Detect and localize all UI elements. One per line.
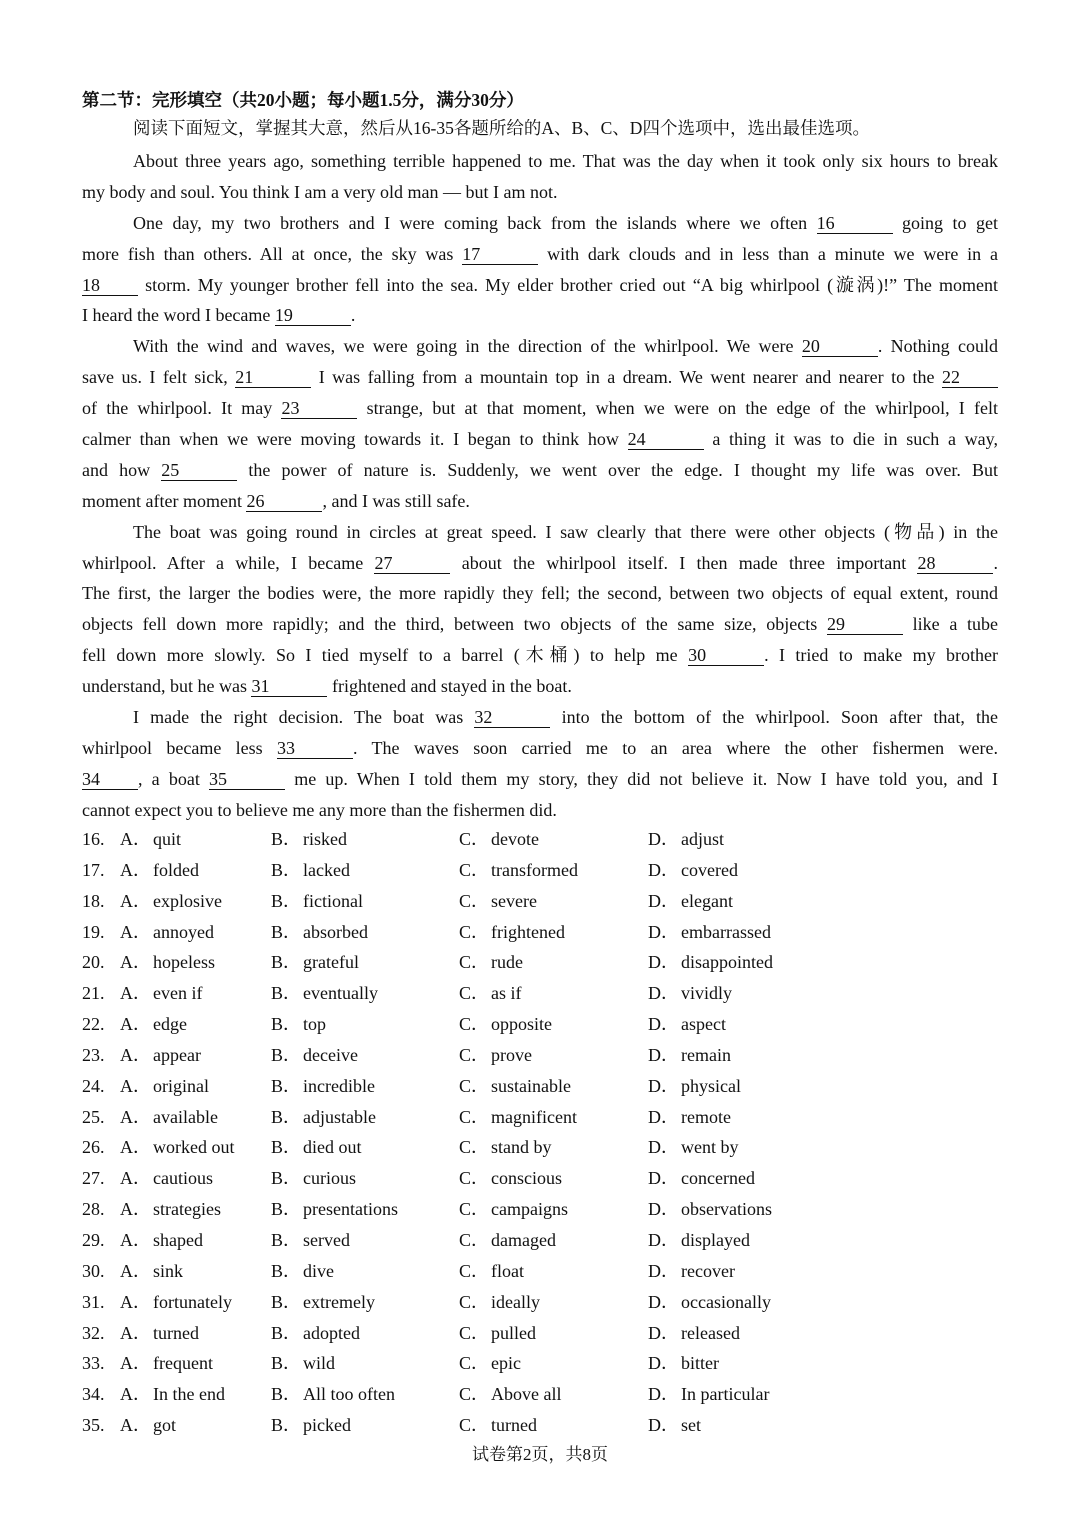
question-number: 28. [82, 1199, 105, 1220]
page-footer: 试卷第2页，共8页 [472, 1445, 608, 1464]
option-text-a: annoyed [153, 921, 214, 942]
question-number: 22. [82, 1014, 105, 1035]
option-letter-a: A． [120, 983, 151, 1004]
option-text-c: turned [491, 1415, 537, 1436]
option-text-d: disappointed [681, 952, 773, 973]
option-text-a: even if [153, 983, 203, 1004]
option-text-c: prove [491, 1044, 532, 1065]
option-text-b: extremely [303, 1291, 375, 1312]
option-text-c: pulled [491, 1322, 536, 1343]
option-letter-c: C． [459, 1384, 490, 1405]
option-text-c: rude [491, 952, 523, 973]
option-letter-d: D． [648, 1014, 679, 1035]
option-letter-d: D． [648, 1229, 679, 1250]
option-letter-a: A． [120, 1168, 151, 1189]
option-text-b: eventually [303, 983, 378, 1004]
option-text-a: appear [153, 1044, 201, 1065]
option-letter-c: C． [459, 921, 490, 942]
question-row [82, 1102, 982, 1133]
passage-text: . Nothing could [877, 336, 998, 357]
option-letter-b: B． [271, 1044, 302, 1065]
section-heading: 第二节：完形填空（共20小题；每小题1.5分，满分30分） [82, 90, 524, 110]
question-number: 27. [82, 1168, 105, 1189]
passage-line [82, 208, 998, 239]
option-text-d: remain [681, 1044, 731, 1065]
option-text-d: set [681, 1415, 701, 1436]
option-text-d: remote [681, 1106, 731, 1127]
option-letter-c: C． [459, 1014, 490, 1035]
passage-text: save us. I felt sick, [82, 367, 236, 388]
passage-text: whirlpool became less [82, 737, 278, 758]
option-text-c: devote [491, 829, 539, 849]
blank-35: 35 [209, 769, 285, 790]
option-text-b: deceive [303, 1044, 358, 1065]
option-text-b: dive [303, 1260, 334, 1281]
option-letter-b: B． [271, 1322, 302, 1343]
option-letter-a: A． [120, 829, 151, 849]
passage-text: about the whirlpool itself. I then made three important [450, 552, 918, 573]
passage-text: One day, my two brothers and I were coming back from the islands where we often [133, 212, 817, 233]
passage-text: strange, but at that moment, when we were on the edge of the whirlpool, I felt [357, 398, 998, 419]
question-row [82, 1379, 982, 1410]
option-text-d: observations [681, 1199, 772, 1220]
option-text-d: adjust [681, 829, 724, 849]
option-text-a: worked out [153, 1137, 235, 1158]
question-number: 24. [82, 1075, 105, 1096]
blank-30: 30 [688, 645, 764, 666]
option-text-c: ideally [491, 1291, 540, 1312]
option-text-b: served [303, 1229, 350, 1250]
option-text-d: released [681, 1322, 740, 1343]
option-letter-a: A． [120, 1353, 151, 1374]
option-letter-d: D． [648, 1106, 679, 1127]
option-letter-a: A． [120, 1415, 151, 1436]
option-letter-a: A． [120, 1229, 151, 1250]
question-row [82, 824, 982, 855]
option-letter-d: D． [648, 1353, 679, 1374]
passage-line [82, 270, 998, 301]
passage-line [82, 517, 998, 548]
option-letter-d: D． [648, 921, 679, 942]
option-letter-a: A． [120, 1106, 151, 1127]
blank-33: 33 [277, 738, 353, 759]
passage-line [82, 609, 998, 640]
question-row [82, 947, 982, 978]
blank-24: 24 [628, 429, 704, 450]
passage-text: like a tube [902, 614, 998, 635]
option-letter-c: C． [459, 890, 490, 911]
question-number: 21. [82, 983, 105, 1004]
option-text-b: absorbed [303, 921, 368, 942]
blank-29: 29 [827, 614, 903, 635]
passage-text: The first, the larger the bodies were, the more rapidly they fell; the second, between two objects of equal extent, round [82, 583, 998, 604]
option-text-b: incredible [303, 1075, 375, 1096]
option-text-a: fortunately [153, 1291, 232, 1312]
option-text-b: wild [303, 1353, 336, 1374]
option-letter-c: C． [459, 1260, 490, 1281]
passage-text: moment after moment [82, 490, 247, 511]
option-letter-d: D． [648, 983, 679, 1004]
question-row [82, 1318, 982, 1349]
question-row [82, 1071, 982, 1102]
option-text-c: damaged [491, 1229, 556, 1250]
blank-31: 31 [251, 676, 327, 697]
option-letter-c: C． [459, 1044, 490, 1065]
option-text-a: folded [153, 859, 199, 880]
question-row [82, 1163, 982, 1194]
option-text-d: In particular [681, 1384, 770, 1405]
option-text-d: occasionally [681, 1291, 771, 1312]
passage-text: I heard the word I became [82, 305, 275, 326]
passage-text: the power of nature is. Suddenly, we went over the edge. I thought my life was over. But [237, 459, 998, 480]
question-number: 29. [82, 1229, 105, 1250]
option-text-c: float [491, 1260, 524, 1281]
passage-text: With the wind and waves, we were going in the direction of the whirlpool. We were [133, 336, 802, 357]
passage-text: a thing it was to die in such a way, [703, 429, 998, 450]
blank-20: 20 [802, 336, 878, 357]
question-row [82, 917, 982, 948]
option-letter-b: B． [271, 952, 302, 973]
option-text-a: edge [153, 1014, 187, 1035]
passage-text: going to get [892, 212, 998, 233]
option-letter-a: A． [120, 1137, 151, 1158]
option-text-c: campaigns [491, 1199, 568, 1220]
option-text-a: explosive [153, 890, 222, 911]
blank-19: 19 [275, 305, 351, 326]
passage-line [82, 331, 998, 362]
question-number: 26. [82, 1137, 105, 1158]
blank-22: 22 [942, 367, 998, 388]
blank-21: 21 [235, 367, 311, 388]
question-row [82, 886, 982, 917]
passage-text: . I tried to make my brother [764, 645, 998, 666]
passage-text: calmer than when we were moving towards it. I began to think how [82, 429, 628, 450]
blank-34: 34 [82, 769, 138, 790]
option-text-a: original [153, 1075, 209, 1096]
option-letter-d: D． [648, 1137, 679, 1158]
option-letter-c: C． [459, 952, 490, 973]
option-letter-a: A． [120, 921, 151, 942]
question-number: 30. [82, 1260, 105, 1281]
option-letter-a: A． [120, 1075, 151, 1096]
option-text-a: available [153, 1106, 218, 1127]
question-row [82, 1009, 982, 1040]
option-letter-b: B． [271, 829, 302, 849]
option-letter-c: C． [459, 1199, 490, 1220]
passage-line [82, 486, 998, 517]
option-letter-d: D． [648, 952, 679, 973]
passage-line [82, 578, 998, 609]
option-letter-d: D． [648, 859, 679, 880]
passage-line [82, 702, 998, 733]
answer-options [82, 824, 982, 1441]
option-letter-d: D． [648, 1291, 679, 1312]
option-text-d: went by [681, 1137, 739, 1158]
option-text-b: risked [303, 829, 347, 849]
blank-26: 26 [246, 491, 322, 512]
passage-line [82, 362, 998, 393]
option-text-c: as if [491, 983, 522, 1004]
option-letter-a: A． [120, 1044, 151, 1065]
option-text-a: hopeless [153, 952, 215, 973]
option-letter-c: C． [459, 983, 490, 1004]
option-letter-c: C． [459, 829, 490, 849]
passage-text: About three years ago, something terrible happened to me. That was the day when it took only six hours to break [133, 151, 998, 171]
option-text-d: bitter [681, 1353, 719, 1374]
question-number: 34. [82, 1384, 105, 1405]
question-number: 23. [82, 1044, 105, 1065]
blank-17: 17 [462, 244, 538, 265]
option-text-c: opposite [491, 1014, 552, 1035]
option-text-b: adjustable [303, 1106, 376, 1127]
question-row [82, 1348, 982, 1379]
option-letter-b: B． [271, 1260, 302, 1281]
passage-text: me up. When I told them my story, they did not believe it. Now I have told you, and I [285, 768, 999, 789]
option-letter-a: A． [120, 1384, 151, 1405]
option-text-b: curious [303, 1168, 356, 1189]
passage-text: whirlpool. After a while, I became [82, 552, 375, 573]
option-letter-a: A． [120, 1260, 151, 1281]
option-text-a: shaped [153, 1229, 203, 1250]
passage-line [82, 146, 998, 177]
passage-text: , a boat [138, 768, 210, 789]
passage-text: , and I was still safe. [322, 490, 470, 511]
option-letter-c: C． [459, 1291, 490, 1312]
option-letter-d: D． [648, 1415, 679, 1436]
option-letter-d: D． [648, 890, 679, 911]
option-text-c: Above all [491, 1384, 562, 1405]
option-text-d: embarrassed [681, 921, 771, 942]
option-letter-d: D． [648, 1168, 679, 1189]
passage-text: I was falling from a mountain top in a dream. We went nearer and nearer to the [311, 367, 942, 388]
option-letter-a: A． [120, 1199, 151, 1220]
passage-text: . [993, 552, 998, 573]
option-letter-d: D． [648, 829, 679, 849]
cloze-passage [82, 146, 998, 826]
blank-18: 18 [82, 275, 138, 296]
passage-line [82, 300, 998, 331]
option-letter-b: B． [271, 1384, 302, 1405]
option-text-a: In the end [153, 1384, 225, 1405]
option-letter-b: B． [271, 1229, 302, 1250]
question-row [82, 1256, 982, 1287]
option-text-b: died out [303, 1137, 362, 1158]
option-text-a: frequent [153, 1353, 213, 1374]
option-letter-a: A． [120, 952, 151, 973]
blank-28: 28 [917, 553, 993, 574]
option-letter-c: C． [459, 1137, 490, 1158]
passage-text: I made the right decision. The boat was [133, 707, 475, 728]
passage-text: The boat was going round in circles at great speed. I saw clearly that there were other objects (物品) in the [133, 521, 998, 542]
option-letter-b: B． [271, 1014, 302, 1035]
question-number: 20. [82, 952, 105, 973]
passage-text: cannot expect you to believe me any more than the fishermen did. [82, 799, 557, 820]
option-letter-d: D． [648, 1199, 679, 1220]
option-letter-a: A． [120, 1014, 151, 1035]
option-text-b: top [303, 1014, 327, 1035]
option-letter-b: B． [271, 1168, 302, 1189]
blank-23: 23 [281, 398, 357, 419]
passage-line [82, 393, 998, 424]
passage-text: . [350, 305, 356, 326]
option-letter-b: B． [271, 921, 302, 942]
passage-line [82, 640, 998, 671]
option-text-a: strategies [153, 1199, 221, 1220]
option-letter-a: A． [120, 1291, 151, 1312]
passage-text: with dark clouds and in less than a minute we were in a [538, 243, 998, 264]
option-letter-a: A． [120, 890, 151, 911]
passage-text: my body and soul. You think I am a very old man — but I am not. [82, 181, 558, 202]
passage-text: storm. My younger brother fell into the sea. My elder brother cried out “A big whirlpool (漩涡)!” The moment [138, 274, 998, 295]
option-text-d: displayed [681, 1229, 750, 1250]
passage-text: more fish than others. All at once, the sky was [82, 243, 463, 264]
option-letter-c: C． [459, 1415, 490, 1436]
option-text-c: transformed [491, 859, 578, 880]
passage-text: fell down more slowly. So I tied myself to a barrel (木桶) to help me [82, 645, 689, 666]
option-letter-a: A． [120, 859, 151, 880]
option-text-d: covered [681, 859, 738, 880]
option-text-b: picked [303, 1415, 351, 1436]
question-number: 19. [82, 921, 105, 942]
option-letter-c: C． [459, 1353, 490, 1374]
option-letter-c: C． [459, 1168, 490, 1189]
option-letter-a: A． [120, 1322, 151, 1343]
option-text-a: turned [153, 1322, 199, 1343]
option-text-c: severe [491, 890, 537, 911]
option-letter-d: D． [648, 1260, 679, 1281]
option-text-c: frightened [491, 921, 565, 942]
question-row [82, 1225, 982, 1256]
option-text-d: aspect [681, 1014, 726, 1035]
passage-line [82, 733, 998, 764]
option-letter-d: D． [648, 1044, 679, 1065]
passage-line [82, 764, 998, 795]
passage-text: of the whirlpool. It may [82, 398, 282, 419]
option-letter-b: B． [271, 1106, 302, 1127]
blank-27: 27 [374, 553, 450, 574]
passage-line [82, 671, 998, 702]
option-text-d: elegant [681, 890, 733, 911]
blank-16: 16 [817, 213, 893, 234]
option-letter-d: D． [648, 1075, 679, 1096]
option-letter-b: B． [271, 1353, 302, 1374]
passage-text: frightened and stayed in the boat. [327, 676, 572, 697]
option-text-a: cautious [153, 1168, 213, 1189]
question-row [82, 1194, 982, 1225]
option-text-a: sink [153, 1260, 184, 1281]
passage-line [82, 795, 998, 826]
question-number: 16. [82, 829, 105, 849]
option-text-a: got [153, 1415, 177, 1436]
question-row [82, 1040, 982, 1071]
option-text-b: All too often [303, 1384, 395, 1405]
question-number: 31. [82, 1291, 105, 1312]
passage-text: objects fell down more rapidly; and the third, between two objects of the same size, objects [82, 614, 827, 635]
option-letter-b: B． [271, 859, 302, 880]
option-letter-d: D． [648, 1322, 679, 1343]
option-text-b: fictional [303, 890, 363, 911]
option-text-c: magnificent [491, 1106, 577, 1127]
option-letter-c: C． [459, 1322, 490, 1343]
option-letter-c: C． [459, 1106, 490, 1127]
option-letter-c: C． [459, 859, 490, 880]
option-text-d: physical [681, 1075, 741, 1096]
blank-32: 32 [474, 707, 550, 728]
passage-line [82, 239, 998, 270]
passage-text: understand, but he was [82, 676, 252, 697]
option-text-c: stand by [491, 1137, 552, 1158]
option-letter-b: B． [271, 1075, 302, 1096]
option-letter-b: B． [271, 1199, 302, 1220]
option-text-c: epic [491, 1353, 521, 1374]
option-text-d: concerned [681, 1168, 755, 1189]
option-letter-b: B． [271, 983, 302, 1004]
option-letter-c: C． [459, 1229, 490, 1250]
option-letter-d: D． [648, 1384, 679, 1405]
question-number: 33. [82, 1353, 105, 1374]
question-row [82, 1287, 982, 1318]
option-letter-c: C． [459, 1075, 490, 1096]
option-text-b: grateful [303, 952, 359, 973]
passage-text: into the bottom of the whirlpool. Soon after that, the [550, 707, 999, 728]
option-text-a: quit [153, 829, 182, 849]
option-text-b: presentations [303, 1199, 398, 1220]
question-number: 35. [82, 1415, 105, 1436]
question-row [82, 978, 982, 1009]
option-text-c: conscious [491, 1168, 562, 1189]
option-text-d: recover [681, 1260, 735, 1281]
passage-line [82, 548, 998, 579]
question-number: 25. [82, 1106, 105, 1127]
passage-line [82, 177, 998, 208]
question-row [82, 1132, 982, 1163]
option-letter-b: B． [271, 1415, 302, 1436]
question-number: 32. [82, 1322, 105, 1343]
option-letter-b: B． [271, 890, 302, 911]
question-number: 18. [82, 890, 105, 911]
question-row [82, 855, 982, 886]
passage-text: . The waves soon carried me to an area where the other fishermen were. [353, 737, 998, 758]
option-text-d: vividly [681, 983, 733, 1004]
question-number: 17. [82, 859, 105, 880]
option-letter-b: B． [271, 1137, 302, 1158]
question-row [82, 1410, 982, 1441]
option-text-b: adopted [303, 1322, 360, 1343]
passage-text: and how [82, 459, 162, 480]
instructions: 阅读下面短文，掌握其大意，然后从16-35各题所给的A、B、C、D四个选项中，选出最佳选项。 [133, 118, 870, 138]
passage-line [82, 424, 998, 455]
option-letter-b: B． [271, 1291, 302, 1312]
passage-line [82, 455, 998, 486]
option-text-c: sustainable [491, 1075, 571, 1096]
blank-25: 25 [161, 460, 237, 481]
option-text-b: lacked [303, 859, 350, 880]
